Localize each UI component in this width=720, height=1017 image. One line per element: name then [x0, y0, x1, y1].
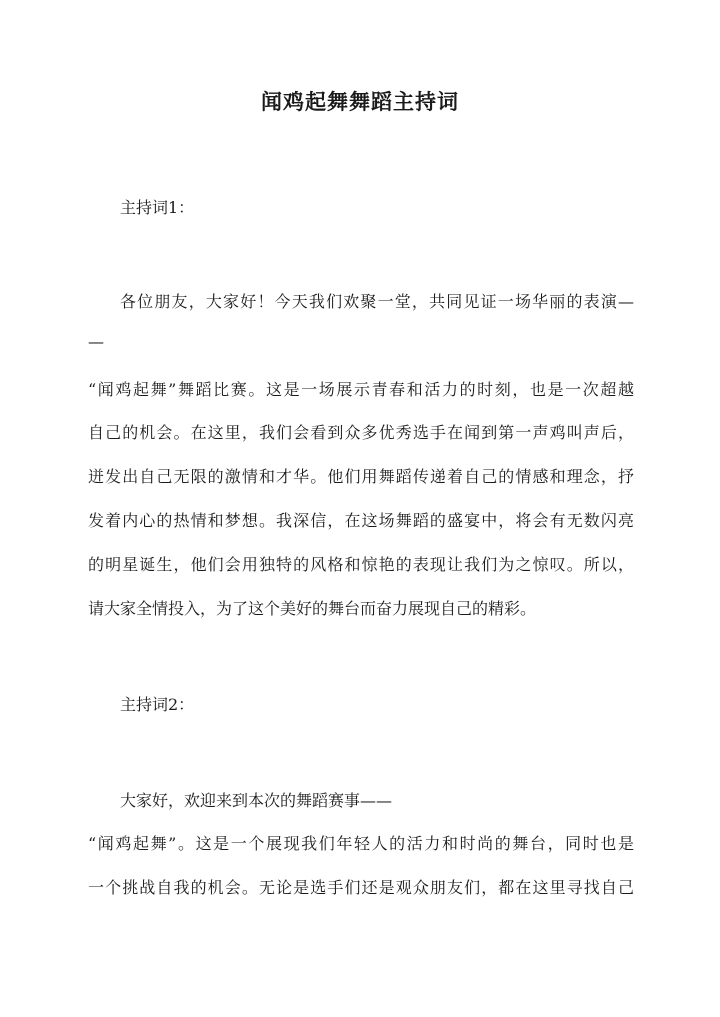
paragraph-line: 的明星诞生，他们会用独特的风格和惊艳的表现让我们为之惊叹。所以， — [88, 555, 634, 574]
document-title: 闻鸡起舞舞蹈主持词 — [261, 89, 459, 114]
paragraph-line: 自己的机会。在这里，我们会看到众多优秀选手在闻到第一声鸡叫声后， — [88, 423, 634, 442]
section-heading-1: 主持词1： — [120, 198, 195, 217]
paragraph-line: 大家好，欢迎来到本次的舞蹈赛事—— — [120, 791, 393, 810]
paragraph-line: 发着内心的热情和梦想。我深信，在这场舞蹈的盛宴中，将会有无数闪亮 — [88, 511, 634, 530]
section-heading-2: 主持词2： — [120, 695, 195, 714]
paragraph-line: — — [88, 332, 104, 351]
paragraph-line: 迸发出自己无限的激情和才华。他们用舞蹈传递着自己的情感和理念，抒 — [88, 467, 634, 486]
paragraph-line: 请大家全情投入，为了这个美好的舞台而奋力展现自己的精彩。 — [88, 599, 537, 618]
paragraph-line: “闻鸡起舞”舞蹈比赛。这是一场展示青春和活力的时刻，也是一次超越 — [88, 380, 634, 399]
paragraph-line: 各位朋友，大家好！今天我们欢聚一堂，共同见证一场华丽的表演— — [120, 292, 634, 311]
paragraph-line: “闻鸡起舞”。这是一个展现我们年轻人的活力和时尚的舞台，同时也是 — [88, 834, 634, 853]
paragraph-line: 一个挑战自我的机会。无论是选手们还是观众朋友们，都在这里寻找自己 — [88, 878, 634, 897]
